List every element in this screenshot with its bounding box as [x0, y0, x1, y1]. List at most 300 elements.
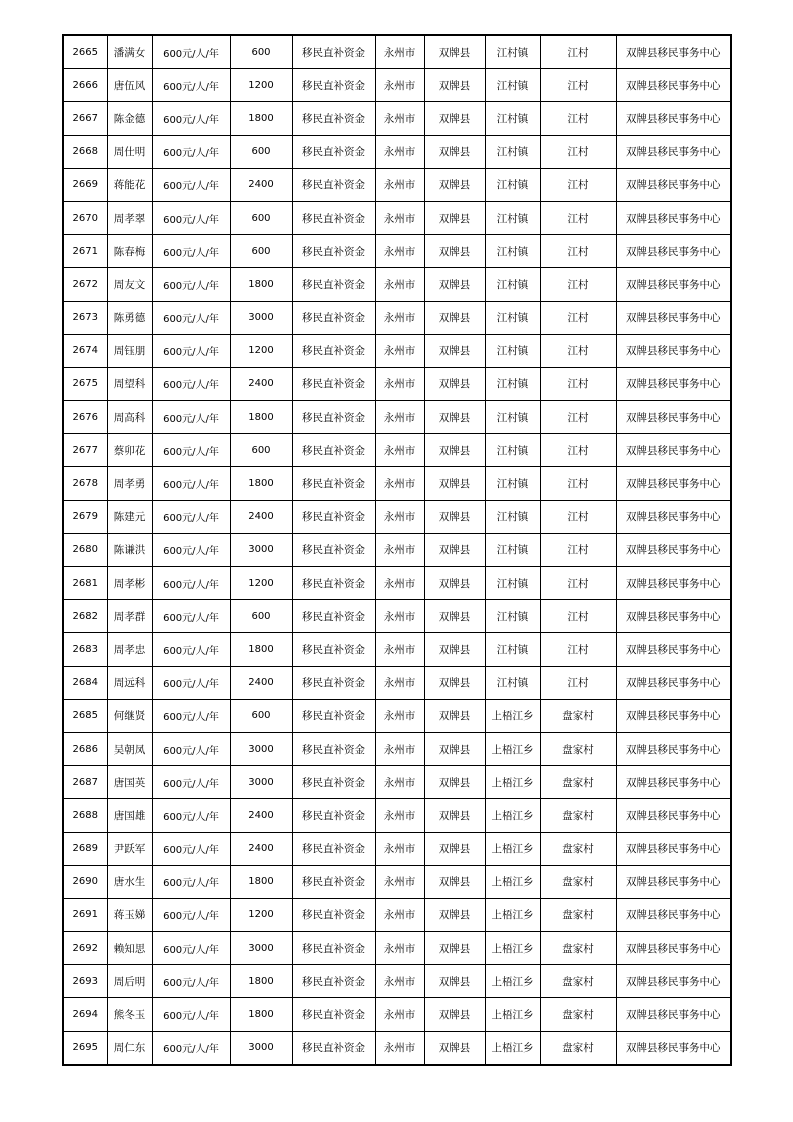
cell-fund-type: 移民直补资金	[292, 732, 375, 765]
cell-county: 双牌县	[424, 301, 485, 334]
cell-village: 江村	[540, 168, 616, 201]
cell-city: 永州市	[375, 932, 424, 965]
cell-amount: 600	[230, 434, 292, 467]
cell-village: 江村	[540, 235, 616, 268]
cell-county: 双牌县	[424, 35, 485, 69]
cell-issuing-agency: 双牌县移民事务中心	[616, 1031, 731, 1065]
cell-fund-type: 移民直补资金	[292, 168, 375, 201]
cell-amount: 1800	[230, 965, 292, 998]
cell-issuing-agency: 双牌县移民事务中心	[616, 832, 731, 865]
cell-village: 江村	[540, 633, 616, 666]
cell-fund-type: 移民直补资金	[292, 600, 375, 633]
cell-fund-type: 移民直补资金	[292, 235, 375, 268]
cell-name: 周仁东	[107, 1031, 152, 1065]
cell-name: 周孝勇	[107, 467, 152, 500]
cell-subsidy-standard: 600元/人/年	[152, 467, 230, 500]
cell-serial-number: 2668	[63, 135, 107, 168]
table-row	[63, 865, 731, 898]
cell-issuing-agency: 双牌县移民事务中心	[616, 633, 731, 666]
cell-subsidy-standard: 600元/人/年	[152, 301, 230, 334]
cell-village: 盘家村	[540, 932, 616, 965]
cell-serial-number: 2666	[63, 69, 107, 102]
cell-fund-type: 移民直补资金	[292, 766, 375, 799]
cell-fund-type: 移民直补资金	[292, 334, 375, 367]
cell-issuing-agency: 双牌县移民事务中心	[616, 965, 731, 998]
cell-village: 江村	[540, 434, 616, 467]
cell-name: 唐伍风	[107, 69, 152, 102]
cell-fund-type: 移民直补资金	[292, 633, 375, 666]
cell-subsidy-standard: 600元/人/年	[152, 732, 230, 765]
cell-city: 永州市	[375, 732, 424, 765]
cell-county: 双牌县	[424, 832, 485, 865]
cell-amount: 1200	[230, 898, 292, 931]
cell-subsidy-standard: 600元/人/年	[152, 201, 230, 234]
cell-county: 双牌县	[424, 998, 485, 1031]
cell-name: 周仕明	[107, 135, 152, 168]
cell-name: 陈建元	[107, 500, 152, 533]
cell-city: 永州市	[375, 600, 424, 633]
cell-issuing-agency: 双牌县移民事务中心	[616, 467, 731, 500]
cell-township: 上梧江乡	[485, 932, 540, 965]
cell-issuing-agency: 双牌县移民事务中心	[616, 35, 731, 69]
cell-city: 永州市	[375, 666, 424, 699]
cell-name: 周孝彬	[107, 567, 152, 600]
cell-amount: 1800	[230, 865, 292, 898]
cell-city: 永州市	[375, 135, 424, 168]
cell-issuing-agency: 双牌县移民事务中心	[616, 401, 731, 434]
cell-serial-number: 2669	[63, 168, 107, 201]
cell-serial-number: 2670	[63, 201, 107, 234]
table-row	[63, 832, 731, 865]
cell-village: 江村	[540, 533, 616, 566]
cell-name: 唐国英	[107, 766, 152, 799]
cell-city: 永州市	[375, 965, 424, 998]
cell-serial-number: 2677	[63, 434, 107, 467]
cell-city: 永州市	[375, 1031, 424, 1065]
table-row	[63, 102, 731, 135]
table-row	[63, 168, 731, 201]
cell-county: 双牌县	[424, 865, 485, 898]
cell-county: 双牌县	[424, 533, 485, 566]
cell-fund-type: 移民直补资金	[292, 699, 375, 732]
cell-township: 江村镇	[485, 35, 540, 69]
table-row	[63, 467, 731, 500]
cell-serial-number: 2675	[63, 367, 107, 400]
cell-city: 永州市	[375, 401, 424, 434]
cell-name: 蒋能花	[107, 168, 152, 201]
table-row	[63, 500, 731, 533]
cell-fund-type: 移民直补资金	[292, 35, 375, 69]
cell-issuing-agency: 双牌县移民事务中心	[616, 699, 731, 732]
cell-township: 上梧江乡	[485, 1031, 540, 1065]
cell-city: 永州市	[375, 633, 424, 666]
cell-fund-type: 移民直补资金	[292, 1031, 375, 1065]
cell-subsidy-standard: 600元/人/年	[152, 235, 230, 268]
cell-fund-type: 移民直补资金	[292, 367, 375, 400]
cell-city: 永州市	[375, 268, 424, 301]
cell-fund-type: 移民直补资金	[292, 898, 375, 931]
cell-subsidy-standard: 600元/人/年	[152, 69, 230, 102]
cell-village: 江村	[540, 367, 616, 400]
cell-amount: 3000	[230, 1031, 292, 1065]
cell-village: 江村	[540, 135, 616, 168]
cell-subsidy-standard: 600元/人/年	[152, 932, 230, 965]
cell-issuing-agency: 双牌县移民事务中心	[616, 334, 731, 367]
cell-fund-type: 移民直补资金	[292, 301, 375, 334]
cell-name: 蒋玉娣	[107, 898, 152, 931]
cell-issuing-agency: 双牌县移民事务中心	[616, 434, 731, 467]
cell-city: 永州市	[375, 500, 424, 533]
cell-township: 江村镇	[485, 434, 540, 467]
table-row	[63, 1031, 731, 1065]
cell-village: 盘家村	[540, 865, 616, 898]
table-row	[63, 799, 731, 832]
cell-serial-number: 2676	[63, 401, 107, 434]
cell-village: 盘家村	[540, 832, 616, 865]
cell-subsidy-standard: 600元/人/年	[152, 533, 230, 566]
cell-serial-number: 2689	[63, 832, 107, 865]
cell-township: 江村镇	[485, 567, 540, 600]
table-row	[63, 998, 731, 1031]
cell-county: 双牌县	[424, 401, 485, 434]
cell-subsidy-standard: 600元/人/年	[152, 135, 230, 168]
cell-fund-type: 移民直补资金	[292, 102, 375, 135]
cell-amount: 2400	[230, 799, 292, 832]
cell-amount: 1200	[230, 334, 292, 367]
cell-subsidy-standard: 600元/人/年	[152, 600, 230, 633]
cell-fund-type: 移民直补资金	[292, 500, 375, 533]
cell-fund-type: 移民直补资金	[292, 69, 375, 102]
cell-county: 双牌县	[424, 102, 485, 135]
cell-serial-number: 2694	[63, 998, 107, 1031]
cell-city: 永州市	[375, 567, 424, 600]
cell-county: 双牌县	[424, 201, 485, 234]
cell-amount: 600	[230, 135, 292, 168]
cell-township: 上梧江乡	[485, 865, 540, 898]
cell-subsidy-standard: 600元/人/年	[152, 500, 230, 533]
cell-city: 永州市	[375, 865, 424, 898]
cell-township: 江村镇	[485, 367, 540, 400]
cell-county: 双牌县	[424, 699, 485, 732]
cell-amount: 1800	[230, 998, 292, 1031]
cell-township: 上梧江乡	[485, 998, 540, 1031]
cell-village: 盘家村	[540, 766, 616, 799]
cell-city: 永州市	[375, 201, 424, 234]
table-row	[63, 401, 731, 434]
cell-serial-number: 2686	[63, 732, 107, 765]
cell-city: 永州市	[375, 434, 424, 467]
cell-fund-type: 移民直补资金	[292, 434, 375, 467]
cell-amount: 2400	[230, 666, 292, 699]
cell-township: 江村镇	[485, 334, 540, 367]
cell-name: 唐国雄	[107, 799, 152, 832]
table-row	[63, 633, 731, 666]
cell-serial-number: 2679	[63, 500, 107, 533]
cell-amount: 1800	[230, 102, 292, 135]
cell-issuing-agency: 双牌县移民事务中心	[616, 865, 731, 898]
cell-name: 何继贤	[107, 699, 152, 732]
cell-issuing-agency: 双牌县移民事务中心	[616, 168, 731, 201]
cell-county: 双牌县	[424, 732, 485, 765]
cell-name: 周远科	[107, 666, 152, 699]
subsidy-table	[62, 34, 732, 1066]
cell-city: 永州市	[375, 102, 424, 135]
cell-name: 周孝翠	[107, 201, 152, 234]
cell-county: 双牌县	[424, 799, 485, 832]
cell-amount: 1800	[230, 633, 292, 666]
cell-village: 江村	[540, 500, 616, 533]
cell-serial-number: 2672	[63, 268, 107, 301]
cell-issuing-agency: 双牌县移民事务中心	[616, 998, 731, 1031]
cell-village: 江村	[540, 334, 616, 367]
cell-county: 双牌县	[424, 467, 485, 500]
cell-fund-type: 移民直补资金	[292, 201, 375, 234]
cell-township: 江村镇	[485, 235, 540, 268]
cell-name: 蔡卯花	[107, 434, 152, 467]
cell-issuing-agency: 双牌县移民事务中心	[616, 235, 731, 268]
cell-serial-number: 2681	[63, 567, 107, 600]
cell-serial-number: 2671	[63, 235, 107, 268]
cell-subsidy-standard: 600元/人/年	[152, 832, 230, 865]
cell-subsidy-standard: 600元/人/年	[152, 898, 230, 931]
cell-village: 盘家村	[540, 898, 616, 931]
cell-issuing-agency: 双牌县移民事务中心	[616, 69, 731, 102]
cell-amount: 2400	[230, 168, 292, 201]
cell-fund-type: 移民直补资金	[292, 932, 375, 965]
cell-county: 双牌县	[424, 666, 485, 699]
cell-amount: 600	[230, 201, 292, 234]
cell-county: 双牌县	[424, 434, 485, 467]
cell-serial-number: 2685	[63, 699, 107, 732]
cell-city: 永州市	[375, 832, 424, 865]
cell-serial-number: 2684	[63, 666, 107, 699]
cell-township: 上梧江乡	[485, 898, 540, 931]
cell-fund-type: 移民直补资金	[292, 998, 375, 1031]
cell-fund-type: 移民直补资金	[292, 567, 375, 600]
cell-issuing-agency: 双牌县移民事务中心	[616, 201, 731, 234]
cell-county: 双牌县	[424, 69, 485, 102]
cell-issuing-agency: 双牌县移民事务中心	[616, 268, 731, 301]
cell-name: 尹跃军	[107, 832, 152, 865]
cell-serial-number: 2691	[63, 898, 107, 931]
cell-subsidy-standard: 600元/人/年	[152, 35, 230, 69]
cell-amount: 2400	[230, 500, 292, 533]
cell-serial-number: 2683	[63, 633, 107, 666]
cell-issuing-agency: 双牌县移民事务中心	[616, 102, 731, 135]
cell-city: 永州市	[375, 467, 424, 500]
cell-issuing-agency: 双牌县移民事务中心	[616, 567, 731, 600]
cell-subsidy-standard: 600元/人/年	[152, 102, 230, 135]
cell-issuing-agency: 双牌县移民事务中心	[616, 135, 731, 168]
cell-amount: 600	[230, 235, 292, 268]
table-row	[63, 235, 731, 268]
cell-city: 永州市	[375, 766, 424, 799]
cell-issuing-agency: 双牌县移民事务中心	[616, 932, 731, 965]
cell-county: 双牌县	[424, 600, 485, 633]
cell-serial-number: 2667	[63, 102, 107, 135]
cell-subsidy-standard: 600元/人/年	[152, 699, 230, 732]
cell-name: 周望科	[107, 367, 152, 400]
cell-issuing-agency: 双牌县移民事务中心	[616, 367, 731, 400]
table-row	[63, 334, 731, 367]
cell-county: 双牌县	[424, 965, 485, 998]
cell-fund-type: 移民直补资金	[292, 135, 375, 168]
cell-county: 双牌县	[424, 268, 485, 301]
cell-county: 双牌县	[424, 367, 485, 400]
cell-village: 江村	[540, 201, 616, 234]
cell-subsidy-standard: 600元/人/年	[152, 666, 230, 699]
cell-township: 江村镇	[485, 168, 540, 201]
cell-serial-number: 2673	[63, 301, 107, 334]
cell-fund-type: 移民直补资金	[292, 799, 375, 832]
cell-serial-number: 2678	[63, 467, 107, 500]
cell-township: 上梧江乡	[485, 699, 540, 732]
cell-village: 盘家村	[540, 732, 616, 765]
cell-issuing-agency: 双牌县移民事务中心	[616, 600, 731, 633]
cell-county: 双牌县	[424, 932, 485, 965]
cell-township: 江村镇	[485, 500, 540, 533]
cell-amount: 1800	[230, 268, 292, 301]
cell-village: 江村	[540, 102, 616, 135]
cell-amount: 2400	[230, 832, 292, 865]
cell-subsidy-standard: 600元/人/年	[152, 434, 230, 467]
cell-name: 吴朝凤	[107, 732, 152, 765]
cell-village: 盘家村	[540, 1031, 616, 1065]
cell-village: 盘家村	[540, 799, 616, 832]
cell-serial-number: 2692	[63, 932, 107, 965]
cell-fund-type: 移民直补资金	[292, 865, 375, 898]
cell-amount: 3000	[230, 766, 292, 799]
table-row	[63, 268, 731, 301]
cell-amount: 600	[230, 600, 292, 633]
cell-name: 陈谦洪	[107, 533, 152, 566]
cell-subsidy-standard: 600元/人/年	[152, 268, 230, 301]
cell-amount: 3000	[230, 533, 292, 566]
cell-amount: 1200	[230, 567, 292, 600]
cell-serial-number: 2674	[63, 334, 107, 367]
cell-subsidy-standard: 600元/人/年	[152, 998, 230, 1031]
cell-subsidy-standard: 600元/人/年	[152, 633, 230, 666]
cell-village: 江村	[540, 600, 616, 633]
table-row	[63, 135, 731, 168]
cell-township: 上梧江乡	[485, 799, 540, 832]
table-row	[63, 201, 731, 234]
cell-name: 熊冬玉	[107, 998, 152, 1031]
cell-subsidy-standard: 600元/人/年	[152, 766, 230, 799]
cell-county: 双牌县	[424, 500, 485, 533]
cell-serial-number: 2687	[63, 766, 107, 799]
cell-city: 永州市	[375, 699, 424, 732]
table-row	[63, 732, 731, 765]
cell-amount: 3000	[230, 301, 292, 334]
cell-serial-number: 2665	[63, 35, 107, 69]
table-row	[63, 766, 731, 799]
cell-subsidy-standard: 600元/人/年	[152, 401, 230, 434]
cell-township: 江村镇	[485, 201, 540, 234]
table-row	[63, 666, 731, 699]
table-body	[63, 35, 731, 1065]
cell-county: 双牌县	[424, 898, 485, 931]
cell-issuing-agency: 双牌县移民事务中心	[616, 301, 731, 334]
cell-city: 永州市	[375, 69, 424, 102]
cell-county: 双牌县	[424, 567, 485, 600]
cell-village: 江村	[540, 401, 616, 434]
cell-village: 盘家村	[540, 699, 616, 732]
cell-village: 江村	[540, 69, 616, 102]
cell-issuing-agency: 双牌县移民事务中心	[616, 898, 731, 931]
cell-county: 双牌县	[424, 235, 485, 268]
cell-fund-type: 移民直补资金	[292, 666, 375, 699]
document-page	[62, 34, 730, 1066]
table-row	[63, 932, 731, 965]
cell-name: 周孝群	[107, 600, 152, 633]
cell-name: 赖知思	[107, 932, 152, 965]
table-row	[63, 965, 731, 998]
cell-village: 盘家村	[540, 998, 616, 1031]
cell-township: 江村镇	[485, 666, 540, 699]
cell-county: 双牌县	[424, 766, 485, 799]
cell-amount: 1800	[230, 467, 292, 500]
cell-subsidy-standard: 600元/人/年	[152, 567, 230, 600]
cell-township: 江村镇	[485, 102, 540, 135]
cell-subsidy-standard: 600元/人/年	[152, 334, 230, 367]
cell-city: 永州市	[375, 898, 424, 931]
cell-village: 江村	[540, 268, 616, 301]
cell-name: 陈勇德	[107, 301, 152, 334]
cell-township: 江村镇	[485, 633, 540, 666]
cell-village: 江村	[540, 35, 616, 69]
cell-township: 江村镇	[485, 135, 540, 168]
cell-village: 江村	[540, 666, 616, 699]
cell-township: 江村镇	[485, 268, 540, 301]
cell-amount: 3000	[230, 732, 292, 765]
cell-township: 上梧江乡	[485, 832, 540, 865]
cell-city: 永州市	[375, 799, 424, 832]
cell-fund-type: 移民直补资金	[292, 965, 375, 998]
cell-city: 永州市	[375, 168, 424, 201]
cell-issuing-agency: 双牌县移民事务中心	[616, 500, 731, 533]
cell-amount: 2400	[230, 367, 292, 400]
cell-name: 周友文	[107, 268, 152, 301]
cell-city: 永州市	[375, 235, 424, 268]
cell-issuing-agency: 双牌县移民事务中心	[616, 766, 731, 799]
table-row	[63, 69, 731, 102]
cell-township: 上梧江乡	[485, 965, 540, 998]
cell-subsidy-standard: 600元/人/年	[152, 1031, 230, 1065]
cell-name: 潘满女	[107, 35, 152, 69]
cell-name: 陈金德	[107, 102, 152, 135]
cell-subsidy-standard: 600元/人/年	[152, 367, 230, 400]
cell-amount: 600	[230, 699, 292, 732]
cell-amount: 3000	[230, 932, 292, 965]
cell-township: 上梧江乡	[485, 732, 540, 765]
cell-township: 江村镇	[485, 69, 540, 102]
cell-township: 江村镇	[485, 600, 540, 633]
table-row	[63, 301, 731, 334]
table-row	[63, 434, 731, 467]
cell-county: 双牌县	[424, 1031, 485, 1065]
cell-village: 盘家村	[540, 965, 616, 998]
table-row	[63, 533, 731, 566]
cell-serial-number: 2682	[63, 600, 107, 633]
cell-city: 永州市	[375, 35, 424, 69]
cell-name: 周孝忠	[107, 633, 152, 666]
cell-serial-number: 2695	[63, 1031, 107, 1065]
cell-county: 双牌县	[424, 168, 485, 201]
cell-city: 永州市	[375, 334, 424, 367]
cell-name: 周后明	[107, 965, 152, 998]
table-row	[63, 600, 731, 633]
